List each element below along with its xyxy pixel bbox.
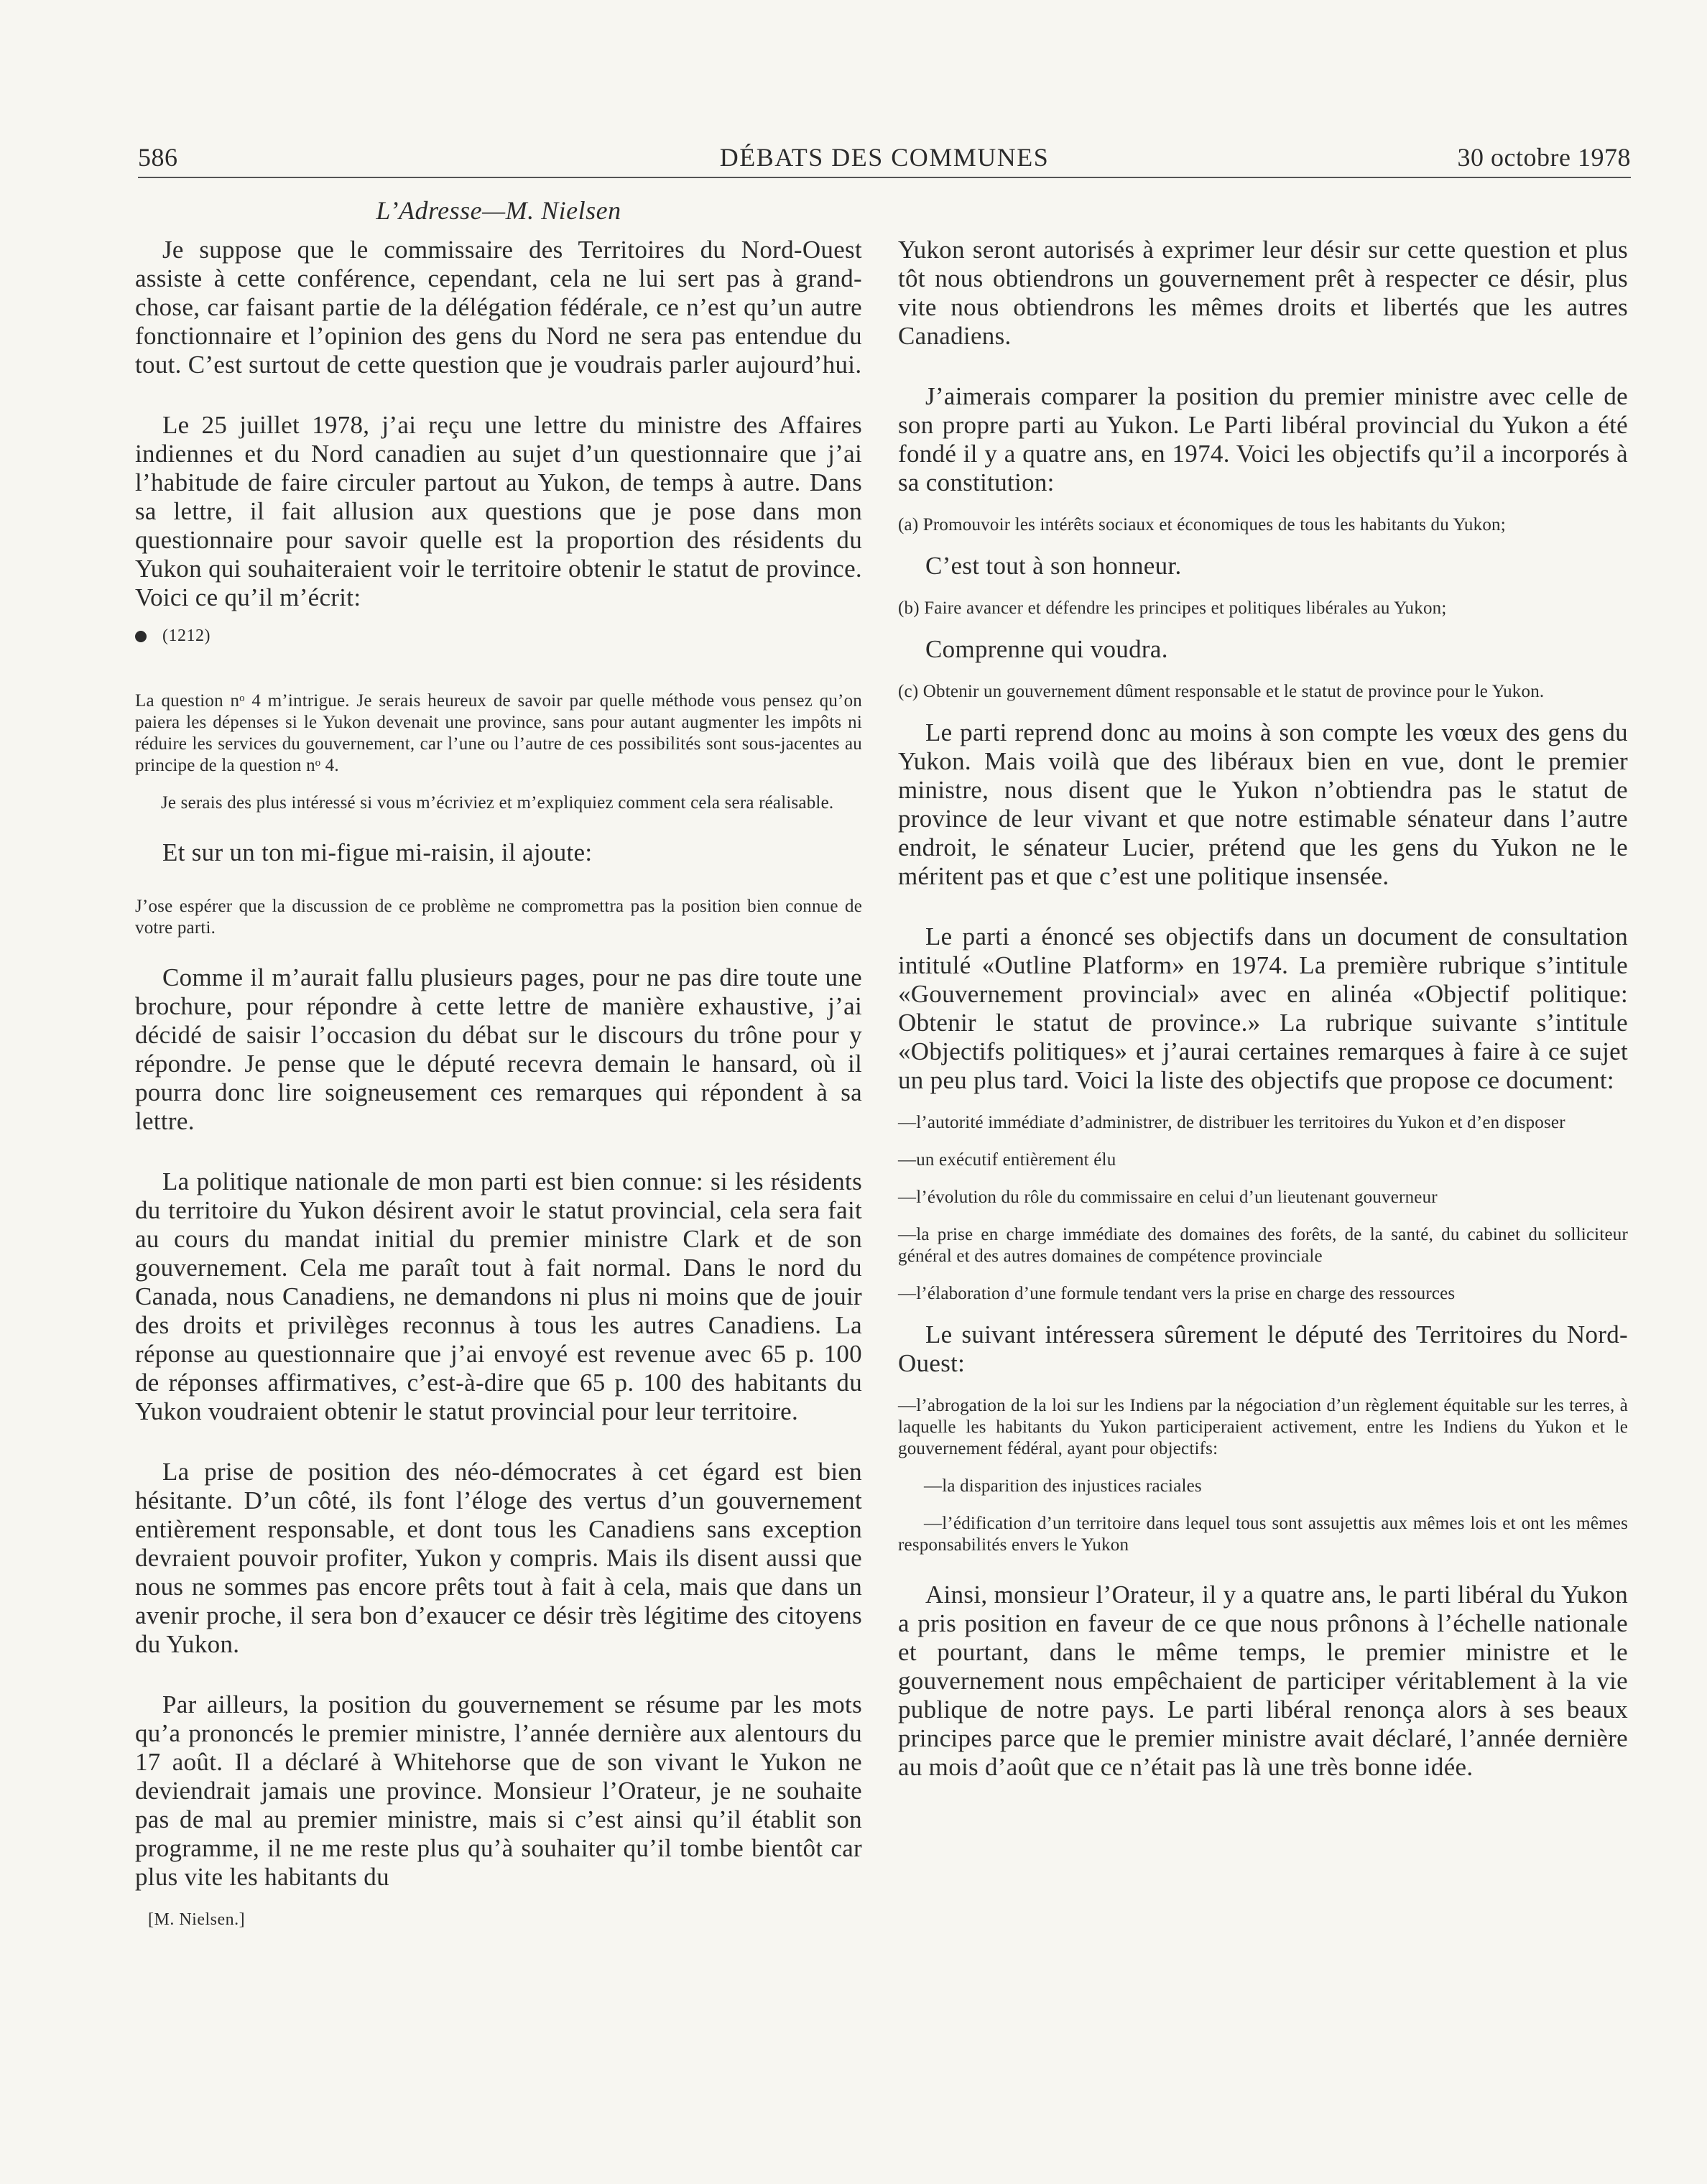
paragraph: Comme il m’aurait fallu plusieurs pages, pour ne pas dire toute une brochure, pour répondre à cette lettre de manière exhaustive, j’ai décidé de saisir l’occasion du débat sur le discours du trône pour y répondre. Je pense que le député recevra demain le hansard, où il pourra donc lire soigneusement ces remarques qui répondent à sa lettre. <box>135 963 862 1135</box>
timestamp-text: (1212) <box>162 626 211 645</box>
paragraph: Le suivant intéressera sûrement le député des Territoires du Nord-Ouest: <box>898 1320 1628 1377</box>
quoted-objective: (a) Promouvoir les intérêts sociaux et économiques de tous les habitants du Yukon; <box>898 515 1506 535</box>
header-date: 30 octobre 1978 <box>1457 143 1631 172</box>
left-column <box>135 195 862 1930</box>
list-item: —un exécutif entièrement élu <box>898 1150 1116 1170</box>
quoted-letter: Je serais des plus intéressé si vous m’écriviez et m’expliquiez comment cela sera réalisable. <box>161 793 834 813</box>
page-header <box>138 136 1631 178</box>
paragraph: Comprenne qui voudra. <box>925 635 1168 663</box>
running-head: L’Adresse—M. Nielsen <box>376 196 621 225</box>
list-item: —l’abrogation de la loi sur les Indiens par la négociation d’un règlement équitable sur les terres, à laquelle les habitants du Yukon participeraient activement, entre les Indiens du Yukon et le gouvernement fédéral, ayant pour objectifs: <box>898 1396 1628 1458</box>
paragraph: Yukon seront autorisés à exprimer leur désir sur cette question et plus tôt nous obtiendrons un gouvernement prêt à respecter ce désir, plus vite nous obtiendrons les mêmes droits et libertés que les autres Canadiens. <box>898 236 1628 350</box>
list-item: —l’édification d’un territoire dans lequel tous sont assujettis aux mêmes lois et ont les mêmes responsabilités envers le Yukon <box>898 1514 1628 1555</box>
paragraph: C’est tout à son honneur. <box>925 552 1182 580</box>
quoted-letter: La question nᵒ 4 m’intrigue. Je serais heureux de savoir par quelle méthode vous pensez qu’on paiera les dépenses si le Yukon devenait une province, sans pour autant augmenter les impôts ni réduire les services du gouvernement, car l’une ou l’autre de ces possibilités sont sous-jacentes au principe de la question nᵒ 4. <box>135 691 862 775</box>
speaker-attribution: [M. Nielsen.] <box>148 1910 246 1929</box>
list-item: —la disparition des injustices raciales <box>924 1476 1202 1496</box>
paragraph: Je suppose que le commissaire des Territoires du Nord-Ouest assiste à cette conférence, cependant, cela ne lui sert pas à grand-chose, car faisant partie de la délégation fédérale, ce n’est qu’un autre fonctionnaire et l’opinion des gens du Nord ne sera pas entendue du tout. C’est surtout de cette question que je voudrais parler aujourd’hui. <box>135 236 862 379</box>
paragraph: La prise de position des néo-démocrates à cet égard est bien hésitante. D’un côté, ils font l’éloge des vertus d’un gouvernement entièrement responsable, et dont tous les Canadiens sans exception devraient pouvoir profiter, Yukon y compris. Mais ils disent aussi que nous ne sommes pas encore prêts tout à fait à cela, mais que dans un avenir proche, il sera bon d’exaucer ce désir très légitime des citoyens du Yukon. <box>135 1458 862 1658</box>
paragraph: La politique nationale de mon parti est bien connue: si les résidents du territoire du Yukon désirent avoir le statut provincial, cela sera fait au cours du mandat initial du premier ministre Clark et de son gouvernement. Cela me paraît tout à fait normal. Dans le nord du Canada, nous Canadiens, ne demandons ni plus ni moins que de jouir des droits et privilèges reconnus à tous les autres Canadiens. La réponse au questionnaire que j’ai envoyé est revenue avec 65 p. 100 de réponses affirmatives, c’est-à-dire que 65 p. 100 des habitants du Yukon voudraient obtenir le statut provincial pour leur territoire. <box>135 1167 862 1425</box>
list-item: —l’évolution du rôle du commissaire en celui d’un lieutenant gouverneur <box>898 1188 1438 1207</box>
quoted-letter: J’ose espérer que la discussion de ce problème ne compromettra pas la position bien connue de votre parti. <box>135 897 862 938</box>
quoted-objective: (c) Obtenir un gouvernement dûment responsable et le statut de province pour le Yukon. <box>898 682 1545 701</box>
right-column <box>898 236 1628 1782</box>
paragraph: J’aimerais comparer la position du premier ministre avec celle de son propre parti au Yukon. Le Parti libéral provincial du Yukon a été fondé il y a quatre ans, en 1974. Voici les objectifs qu’il a incorporés à sa constitution: <box>898 382 1628 496</box>
paragraph: Et sur un ton mi-figue mi-raisin, il ajoute: <box>162 838 593 866</box>
timestamp-marker <box>135 626 862 646</box>
list-item: —l’élaboration d’une formule tendant vers la prise en charge des ressources <box>898 1284 1456 1303</box>
paragraph: Le parti a énoncé ses objectifs dans un document de consultation intitulé «Outline Platform» en 1974. La première rubrique s’intitule «Gouvernement provincial» avec en alinéa «Objectif politique: Obtenir le statut de province.» La rubrique suivante s’intitule «Objectifs politiques» et j’aurai certaines remarques à faire à ce sujet un peu plus tard. Voici la liste des objectifs que propose ce document: <box>898 922 1628 1094</box>
bullet-icon <box>135 631 147 642</box>
paragraph: Ainsi, monsieur l’Orateur, il y a quatre ans, le parti libéral du Yukon a pris position en faveur de ce que nous prônons à l’échelle nationale et pourtant, dans le même temps, le premier ministre et le gouvernement nous empêchaient de participer véritablement à la vie publique de notre pays. Le parti libéral renonça alors à ses beaux principes parce que le premier ministre avait déclaré, l’année dernière au mois d’août que ce n’était pas là une très bonne idée. <box>898 1581 1628 1781</box>
list-item: —la prise en charge immédiate des domaines des forêts, de la santé, du cabinet du solliciteur général et des autres domaines de compétence provinciale <box>898 1225 1628 1266</box>
page-number: 586 <box>138 143 178 172</box>
publication-title: DÉBATS DES COMMUNES <box>719 143 1050 172</box>
paragraph: Par ailleurs, la position du gouvernement se résume par les mots qu’a prononcés le premier ministre, l’année dernière aux alentours du 17 août. Il a déclaré à Whitehorse que de son vivant le Yukon ne deviendrait jamais une province. Monsieur l’Orateur, je ne souhaite pas de mal au premier ministre, mais si c’est ainsi qu’il établit son programme, il ne me reste plus qu’à souhaiter qu’il tombe bientôt car plus vite les habitants du <box>135 1690 862 1891</box>
paragraph: Le parti reprend donc au moins à son compte les vœux des gens du Yukon. Mais voilà que des libéraux bien en vue, dont le premier ministre, nous disent que le Yukon n’obtiendra pas le statut de province de leur vivant et que notre estimable sénateur dans l’autre endroit, le sénateur Lucier, prétend que les gens du Yukon ne le méritent pas et que c’est une politique insensée. <box>898 718 1628 890</box>
quoted-objective: (b) Faire avancer et défendre les principes et politiques libérales au Yukon; <box>898 598 1447 618</box>
paragraph: Le 25 juillet 1978, j’ai reçu une lettre du ministre des Affaires indiennes et du Nord canadien au sujet d’un questionnaire que j’ai l’habitude de faire circuler partout au Yukon, de temps à autre. Dans sa lettre, il fait allusion aux questions que je pose dans mon questionnaire pour savoir quelle est la proportion des résidents du Yukon qui souhaiteraient voir le territoire obtenir le statut de province. Voici ce qu’il m’écrit: <box>135 411 862 611</box>
list-item: —l’autorité immédiate d’administrer, de distribuer les territoires du Yukon et d’en disposer <box>898 1113 1565 1132</box>
